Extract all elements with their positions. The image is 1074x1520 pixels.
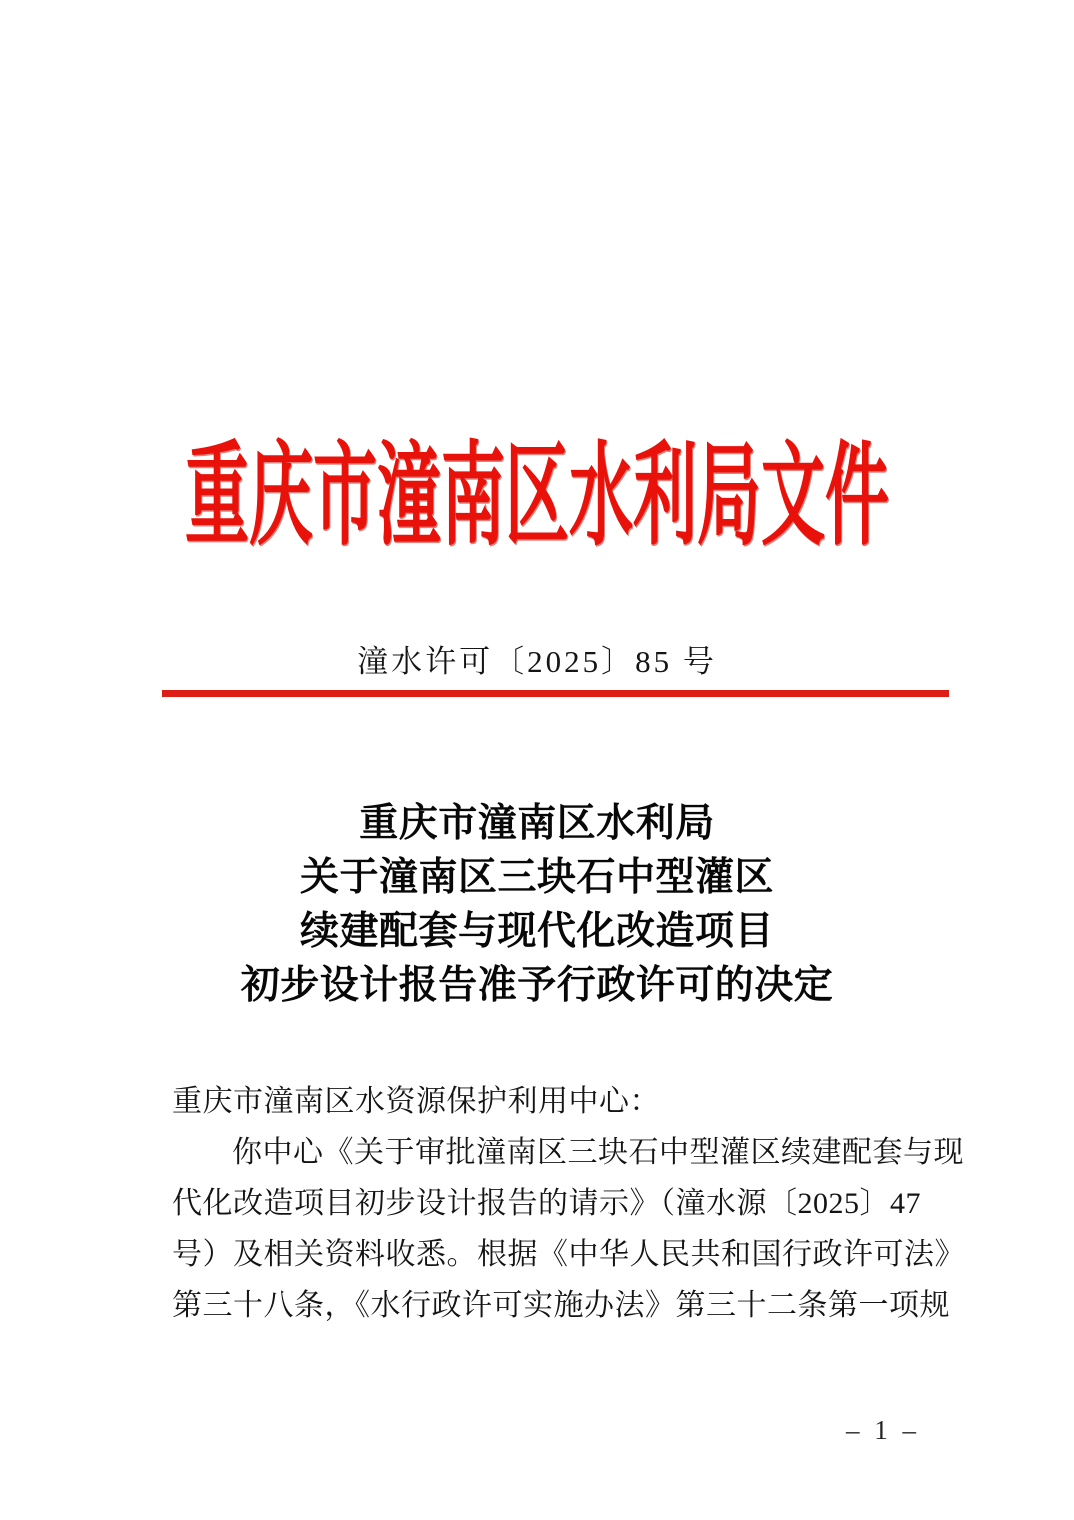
body-text-line: 第三十八条，《水行政许可实施办法》第三十二条第一项规	[172, 1289, 950, 1322]
body-text-line: 号）及相关资料收悉。根据《中华人民共和国行政许可法》	[172, 1238, 965, 1271]
document-title-line: 初步设计报告准予行政许可的决定	[240, 964, 834, 1007]
document-title-line: 续建配套与现代化改造项目	[299, 910, 774, 953]
document-title-line: 关于潼南区三块石中型灌区	[299, 856, 774, 899]
recipient-line: 重庆市潼南区水资源保护利用中心：	[172, 1085, 660, 1118]
document-title	[0, 797, 1074, 1013]
body-text-line: 代化改造项目初步设计报告的请示》（潼水源〔2025〕47	[172, 1187, 921, 1220]
body-text-line: 你中心《关于审批潼南区三块石中型灌区续建配套与现	[232, 1136, 964, 1169]
page-number: – 1 –	[846, 1415, 920, 1445]
document-title-line: 重庆市潼南区水利局	[359, 802, 715, 845]
document-body	[172, 1076, 965, 1331]
document-number: 潼水许可〔2025〕85 号	[357, 644, 717, 679]
document-masthead-title: 重庆市潼南区水利局文件	[185, 434, 889, 559]
red-divider-line	[162, 690, 949, 697]
